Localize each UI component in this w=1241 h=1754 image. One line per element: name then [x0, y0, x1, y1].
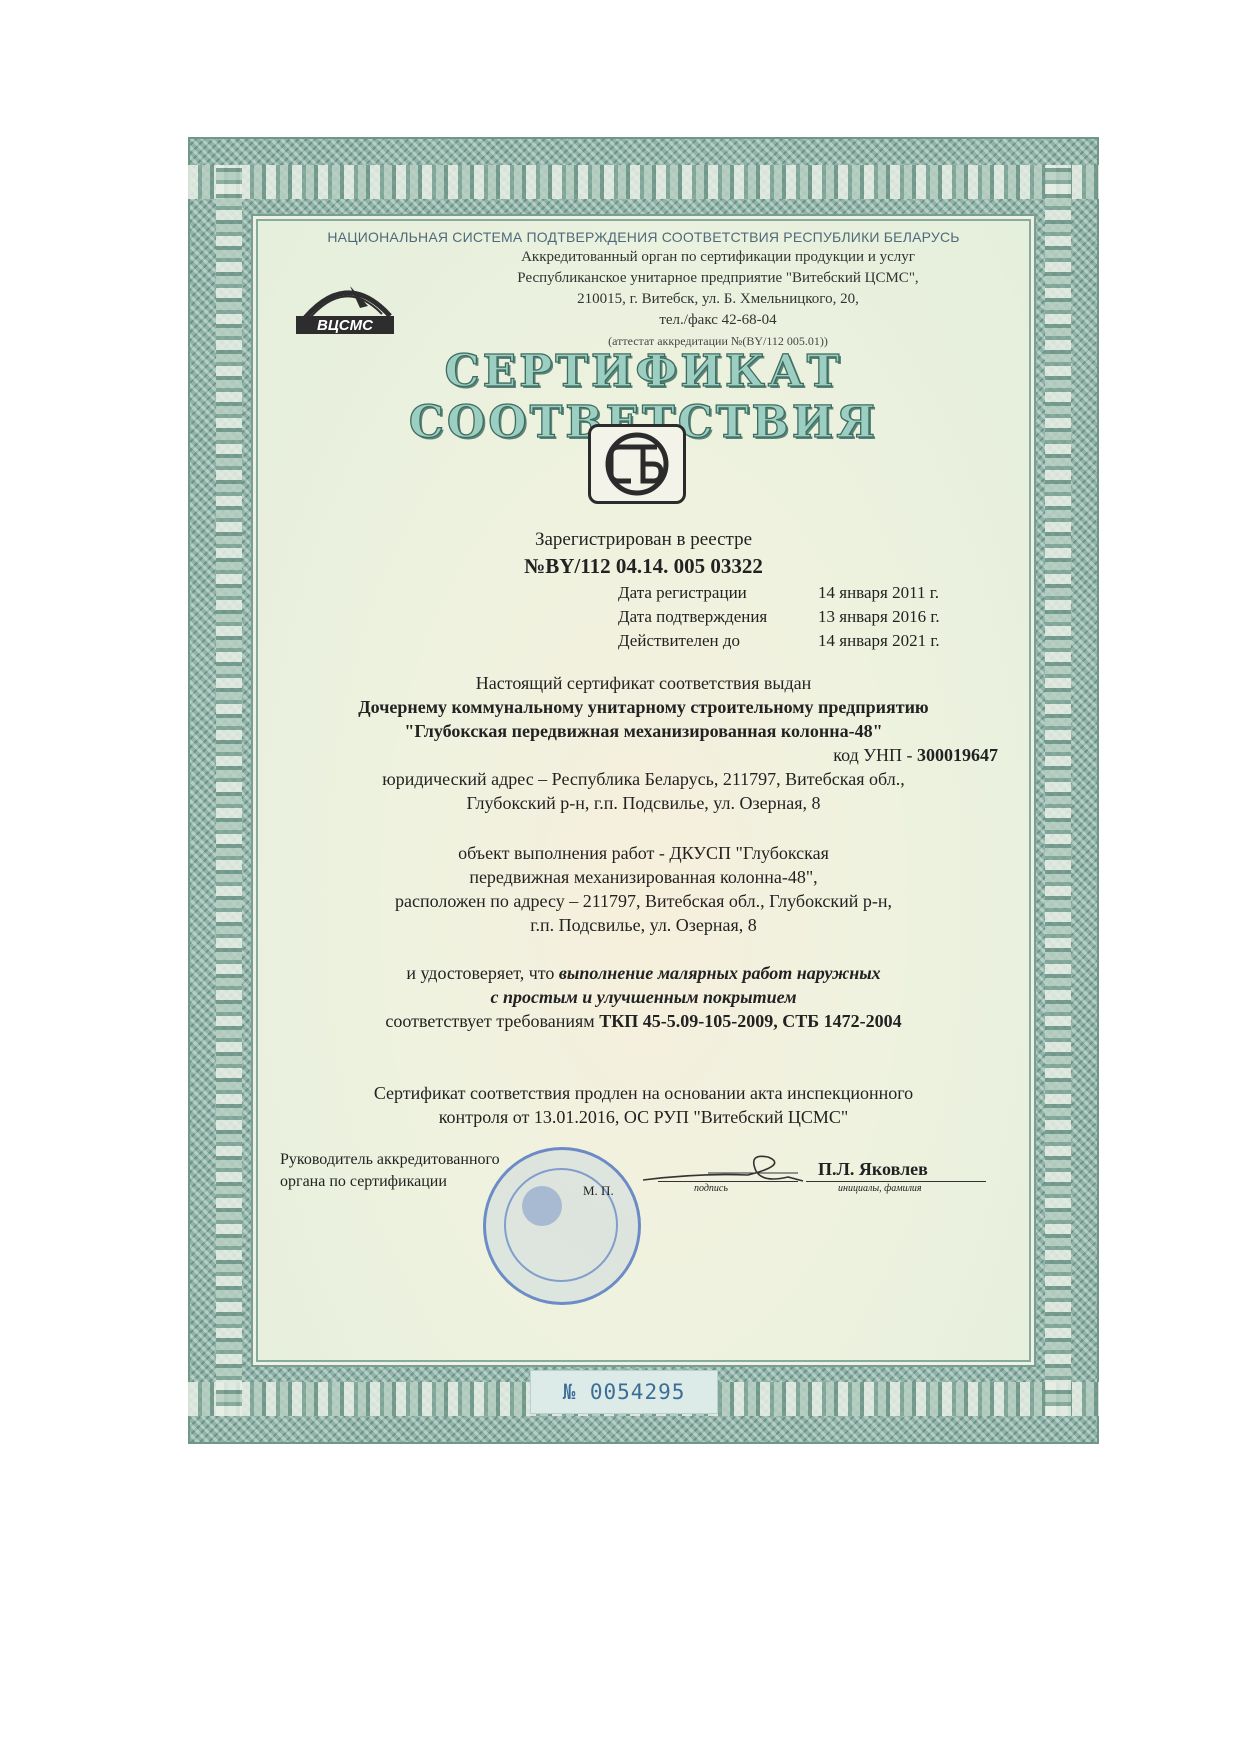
requirements-value: ТКП 45-5.09-105-2009, СТБ 1472-2004: [599, 1011, 902, 1031]
extension-line-2: контроля от 13.01.2016, ОС РУП "Витебский ЦСМС": [438, 1107, 849, 1127]
date-value-valid-until: 14 января 2021 г.: [818, 631, 940, 650]
extension-line-1: Сертификат соответствия продлен на основании акта инспекционного: [373, 1083, 914, 1103]
certifies-line-1: [258, 963, 1029, 984]
serial-number: № 0054295: [562, 1380, 686, 1404]
object-line-4: г.п. Подсвилье, ул. Озерная, 8: [530, 915, 757, 935]
serial-number-box: [530, 1370, 718, 1414]
date-label-valid-until: Действителен до: [618, 631, 741, 650]
unp-value: 300019647: [917, 745, 998, 765]
object-line-1: объект выполнения работ - ДКУСП "Глубокская: [458, 843, 829, 863]
object-line-2: передвижная механизированная колонна-48",: [469, 867, 818, 887]
stb-mark-icon: [588, 424, 686, 504]
issued-intro: Настоящий сертификат соответствия выдан: [475, 673, 812, 693]
recipient-line-2: "Глубокская передвижная механизированная колонна-48": [404, 721, 883, 741]
mp-label: М. П.: [583, 1183, 614, 1198]
org-line-2: Республиканское унитарное предприятие "Витебский ЦСМС",: [517, 270, 919, 286]
vcsms-logo: [290, 276, 400, 336]
date-label-registration: Дата регистрации: [618, 583, 747, 602]
stb-mark-text: СТБ: [636, 498, 638, 499]
requirements-line: [258, 1011, 1029, 1032]
org-line-4: тел./факс 42-68-04: [659, 312, 777, 328]
registry-number: №BY/112 04.14. 005 03322: [524, 554, 763, 578]
logo-text: ВЦСМС: [317, 317, 373, 334]
date-value-confirmation: 13 января 2016 г.: [818, 607, 940, 626]
official-stamp: [483, 1147, 641, 1305]
stamp-emblem-icon: [522, 1186, 562, 1226]
signature-caption: подпись: [694, 1183, 728, 1194]
border-band-top: [188, 165, 1099, 199]
legal-address-line-2: Глубокский р-н, г.п. Подсвилье, ул. Озерная, 8: [466, 793, 821, 813]
attestation-line: (аттестат аккредитации №(BY/112 005.01)): [608, 334, 828, 348]
certificate-title: СЕРТИФИКАТ СООТВЕТСТВИЯ: [408, 346, 879, 448]
certifies-prefix: и удостоверяет, что: [406, 963, 559, 983]
date-label-confirmation: Дата подтверждения: [618, 607, 768, 626]
recipient-line-1: Дочернему коммунальному унитарному строительному предприятию: [358, 697, 929, 717]
border-band-right: [1045, 165, 1071, 1416]
name-caption: инициалы, фамилия: [838, 1183, 922, 1194]
unp-code: [698, 745, 998, 766]
certificate-body: [258, 221, 1029, 1360]
unp-label: код УНП -: [833, 745, 917, 765]
requirements-prefix: соответствует требованиям: [385, 1011, 600, 1031]
legal-address-line-1: юридический адрес – Республика Беларусь, 211797, Витебская обл.,: [382, 769, 905, 789]
system-title: НАЦИОНАЛЬНАЯ СИСТЕМА ПОДТВЕРЖДЕНИЯ СООТВЕТСТВИЯ РЕСПУБЛИКИ БЕЛАРУСЬ: [327, 229, 960, 245]
signatory-name: П.Л. Яковлев: [818, 1159, 928, 1179]
date-value-registration: 14 января 2011 г.: [818, 583, 940, 602]
work-description-1: выполнение малярных работ наружных: [558, 963, 881, 983]
signatory-role-line-1: Руководитель аккредитованного: [280, 1151, 500, 1168]
signature-line: [658, 1181, 798, 1182]
work-description-2: с простым и улучшенным покрытием: [490, 987, 797, 1007]
registry-label: Зарегистрирован в реестре: [534, 529, 752, 550]
border-band-left: [216, 165, 242, 1416]
certificate-frame: [188, 137, 1099, 1444]
object-line-3: расположен по адресу – 211797, Витебская обл., Глубокский р-н,: [395, 891, 892, 911]
name-line: [806, 1181, 986, 1182]
org-line-1: Аккредитованный орган по сертификации продукции и услуг: [521, 249, 915, 265]
org-line-3: 210015, г. Витебск, ул. Б. Хмельницкого, 20,: [577, 291, 859, 307]
signatory-role-line-2: органа по сертификации: [280, 1173, 447, 1190]
